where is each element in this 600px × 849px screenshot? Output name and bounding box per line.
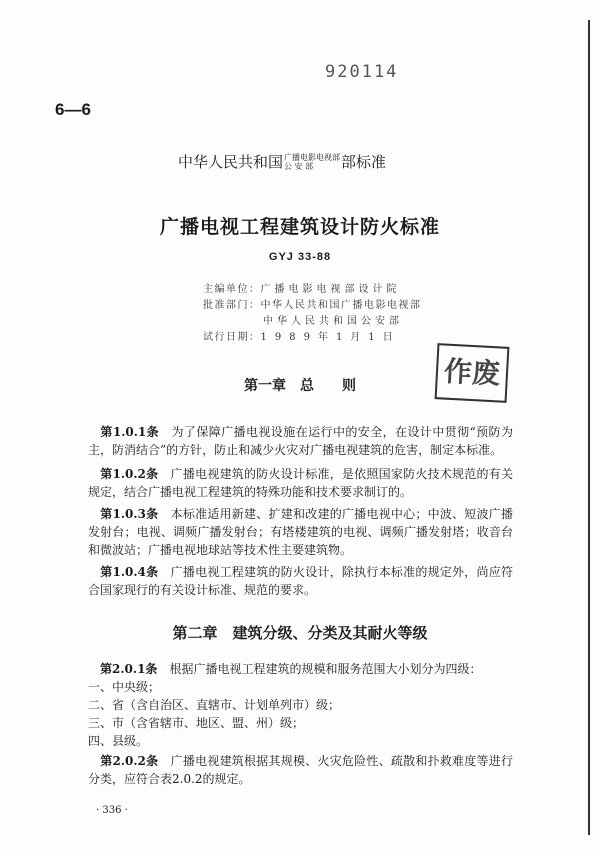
section-number: 6—6 — [55, 100, 91, 119]
article-number: 第1.0.2条 — [100, 467, 159, 481]
article-text: 广播电视建筑的防火设计标准，是依照国家防火技术规范的有关规定，结合广播电视工程建筑的特殊功能和技术要求制订的。 — [88, 467, 513, 499]
level-item: 二、省（含自治区、直辖市、计划单列市）级； — [88, 698, 341, 712]
article-1-0-2 — [88, 465, 513, 501]
chapter-1-heading: 第一章 总 则 — [244, 378, 356, 394]
meta-label: 主编单位： — [203, 284, 261, 295]
meta-value: 中华人民共和国公安部 — [263, 316, 403, 327]
chapter-2-heading: 第二章 建筑分级、分类及其耐火等级 — [172, 624, 428, 642]
standard-code: GYJ 33-88 — [268, 251, 332, 263]
meta-line — [203, 296, 422, 311]
level-item: 四、县级。 — [88, 734, 149, 748]
page-number: · 336 · — [96, 805, 128, 816]
article-2-0-1 — [88, 660, 513, 678]
header-suffix: 部标准 — [341, 153, 387, 171]
document-title: 广播电视工程建筑设计防火标准 — [159, 216, 440, 238]
article-number: 第1.0.1条 — [100, 425, 160, 439]
ministry-broadcast: 广播电影电视部 — [284, 152, 341, 162]
meta-value: 1989年1月1日 — [260, 332, 401, 343]
article-1-0-4 — [88, 563, 513, 599]
article-1-0-1 — [88, 423, 513, 459]
header-ministries — [284, 153, 340, 171]
meta-line — [263, 312, 403, 327]
level-item: 一、中央级； — [88, 680, 161, 694]
article-text: 本标准适用新建、扩建和改建的广播电视中心；中波、短波广播发射台；电视、调频广播发射台；有塔楼建筑的电视、调频广播发射塔；收音台和微波站；广播电视地球站等技术性主要建筑物。 — [88, 507, 513, 557]
serial-number: 920114 — [325, 62, 399, 82]
header-prefix: 中华人民共和国 — [178, 153, 284, 171]
article-1-0-3 — [88, 505, 513, 559]
meta-value: 广播电影电视部设计院 — [260, 284, 401, 295]
article-2-0-2 — [88, 752, 513, 788]
article-text: 广播电视建筑根据其规模、火灾危险性、疏散和扑救难度等进行分类，应符合表2.0.2的规定。 — [88, 754, 513, 786]
meta-line — [203, 328, 401, 343]
meta-line — [203, 280, 401, 295]
article-text: 广播电视工程建筑的防火设计，除执行本标准的规定外，尚应符合国家现行的有关设计标准、规范的要求。 — [88, 565, 513, 597]
issuer-header — [178, 151, 386, 172]
meta-label: 批准部门： — [203, 300, 261, 311]
meta-label: 试行日期： — [203, 332, 261, 343]
obsolete-stamp: 作废 — [435, 343, 510, 403]
level-item: 三、市（含省辖市、地区、盟、州）级； — [88, 716, 305, 730]
article-number: 第1.0.4条 — [100, 565, 159, 579]
ministry-security: 公 安 部 — [284, 161, 314, 171]
article-text: 为了保障广播电视设施在运行中的安全，在设计中贯彻“预防为主，防消结合”的方针，防止和减少火灾对广播电视建筑的危害，制定本标准。 — [88, 425, 513, 457]
scan-edge-line — [588, 20, 590, 835]
article-number: 第2.0.1条 — [100, 662, 158, 676]
meta-value: 中华人民共和国广播电影电视部 — [260, 300, 422, 311]
article-number: 第1.0.3条 — [100, 507, 159, 521]
article-text: 根据广播电视工程建筑的规模和服务范围大小划分为四级： — [169, 662, 482, 676]
article-number: 第2.0.2条 — [100, 754, 159, 768]
